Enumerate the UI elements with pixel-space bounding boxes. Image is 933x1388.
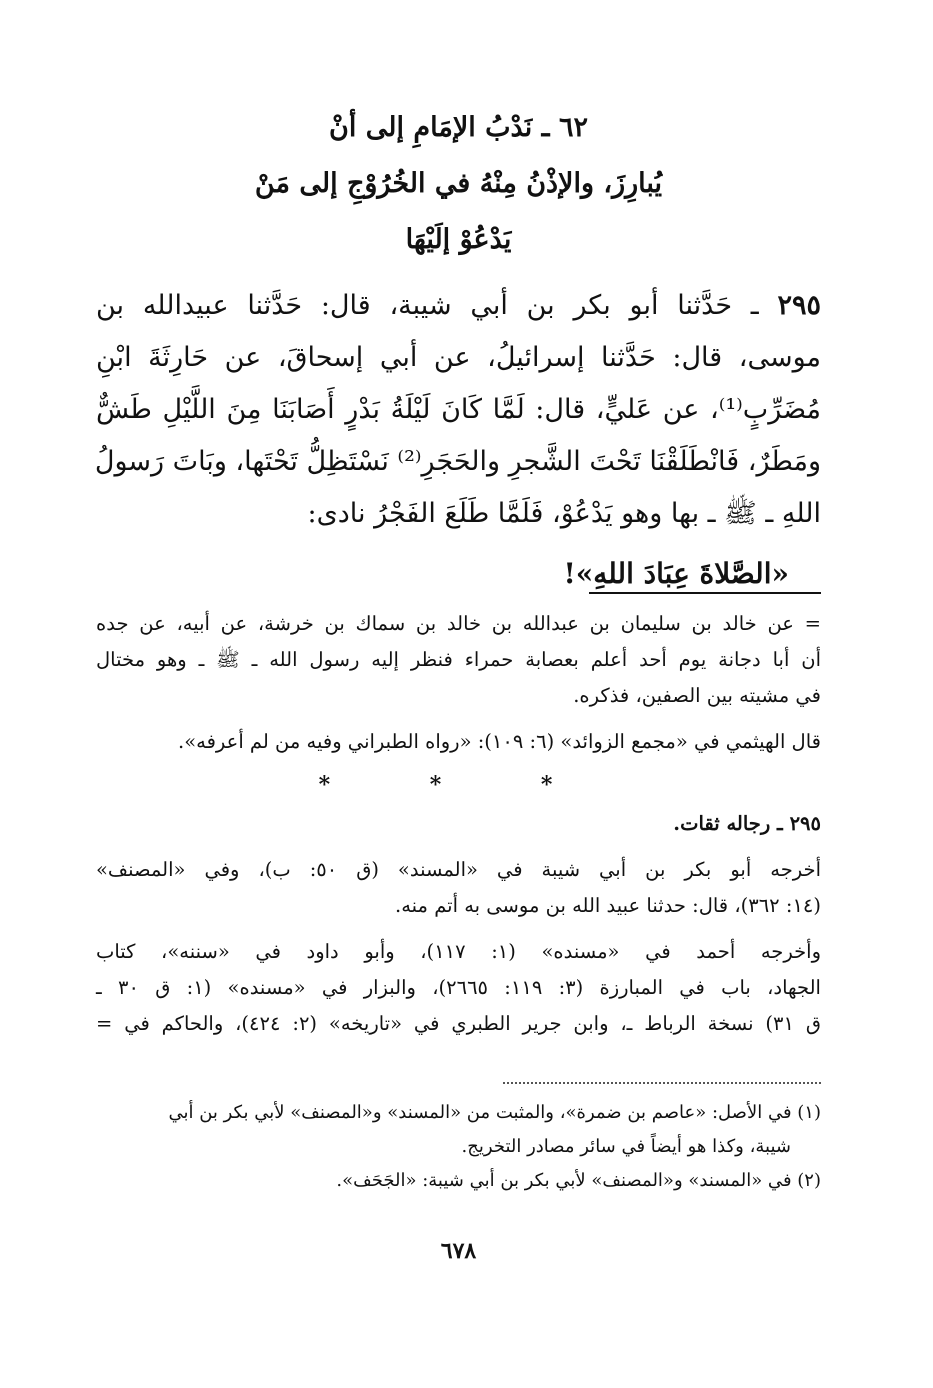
footnote-1-line-2: شيبة، وكذا هو أيضاً في سائر مصادر التخريج. [461,1136,791,1157]
hadith-line-3: مُضَرِّبٍ⁽¹⁾، عن عَليٍّ، قال: لَمَّا كَانَ لَيْلَةُ بَدْرٍ أَصَابَنَا مِنَ اللَّيْلِ طَشٌّ [96,394,821,425]
takhrij2-line-1: وأخرجه أحمد في «مسنده» (١: ١١٧)، وأبو داود في «سننه»، كتاب [96,940,821,963]
footnotes [96,1096,821,1198]
continuation-note [96,606,821,714]
hadith-line-5: اللهِ ـ ﷺ ـ بها وهو يَدْعُوْ، فَلَمَّا طَلَعَ الفَجْرُ نادى: [307,498,821,529]
hadith-line-2: موسى، قال: حَدَّثنا إسرائيلُ، عن أبي إسحاقَ، عن حَارِثَةَ ابْنِ [96,342,821,373]
chapter-heading-line-1: ٦٢ ـ نَدْبُ الإمَامِ إلى أنْ [329,112,588,143]
grading-note [96,806,821,842]
takhrij2-line-2: الجهاد، باب في المبارزة (٣: ١١٩: ٢٦٦٥)، والبزار في «مسنده» (١: ق ٣٠ ـ [96,976,821,999]
main-text-divider [589,592,821,594]
grading-line: ٢٩٥ ـ رجاله ثقات. [673,812,821,835]
haythami-note [96,724,821,760]
page-number: ٦٧٨ [440,1238,477,1264]
takhrij-paragraph-2 [96,934,821,1042]
commentary-notes [96,606,821,1052]
footnote-1-line-1: (١) في الأصل: «عاصم بن ضمرة»، والمثبت من «المسند» و«المصنف» لأبي بكر بن أبي [168,1102,821,1123]
takhrij2-line-3: ق ٣١) نسخة الرباط ـ، وابن جرير الطبري في «تاريخه» (٢: ٤٢٤)، والحاكم في = [96,1012,822,1035]
continuation-line-3: في مشيته بين الصفين، فذكره. [573,684,821,707]
separator-stars: * * * [318,772,599,798]
chapter-heading-line-2: يُبارِزَ، والإذْنُ مِنْهُ في الخُرُوْجِ إلى مَنْ [254,168,663,199]
chapter-heading [96,100,821,268]
hadith-text [96,280,821,540]
continuation-line-2: أن أبا دجانة يوم أحد أعلم بعصابة حمراء فنظر إليه رسول الله ـ ﷺ ـ وهو مختال [96,648,821,671]
hadith-line-1 [96,280,821,332]
chapter-heading-line-3: يَدْعُوْ إلَيْهَا [405,224,512,255]
hadith-line-1-text: ـ حَدَّثنا أبو بكر بن أبي شيبة، قال: حَدَّثنا عبيدالله بن [96,290,759,321]
takhrij-paragraph-1 [96,852,821,924]
continuation-line-1: = عن خالد بن سليمان بن عبدالله بن خالد بن سماك بن خرشة، عن أبيه، عن جده [96,612,821,635]
haythami-line: قال الهيثمي في «مجمع الزوائد» (٦: ١٠٩): «رواه الطبراني وفيه من لم أعرفه». [178,730,821,753]
book-page [96,100,821,1388]
hadith-line-4: ومَطَرٌ، فَانْطَلَقْنَا تَحْتَ الشَّجرِ والحَجَرِ⁽²⁾ نَسْتَظِلُّ تَحْتَها، وبَاتَ رَسولُ [94,446,821,477]
footnote-divider [503,1082,821,1084]
hadith-number: ٢٩٥ [777,290,821,321]
hadith-quote: «الصَّلاةَ عِبَادَ اللهِ»! [563,557,789,590]
takhrij1-line-1: أخرجه أبو بكر بن أبي شيبة في «المسند» (ق ٥٠: ب)، وفي «المصنف» [96,858,821,881]
takhrij1-line-2: (١٤: ٣٦٢)، قال: حدثنا عبيد الله بن موسى به أتم منه. [395,894,821,917]
footnote-2: (٢) في «المسند» و«المصنف» لأبي بكر بن أبي شيبة: «الجَحَف». [336,1170,821,1191]
